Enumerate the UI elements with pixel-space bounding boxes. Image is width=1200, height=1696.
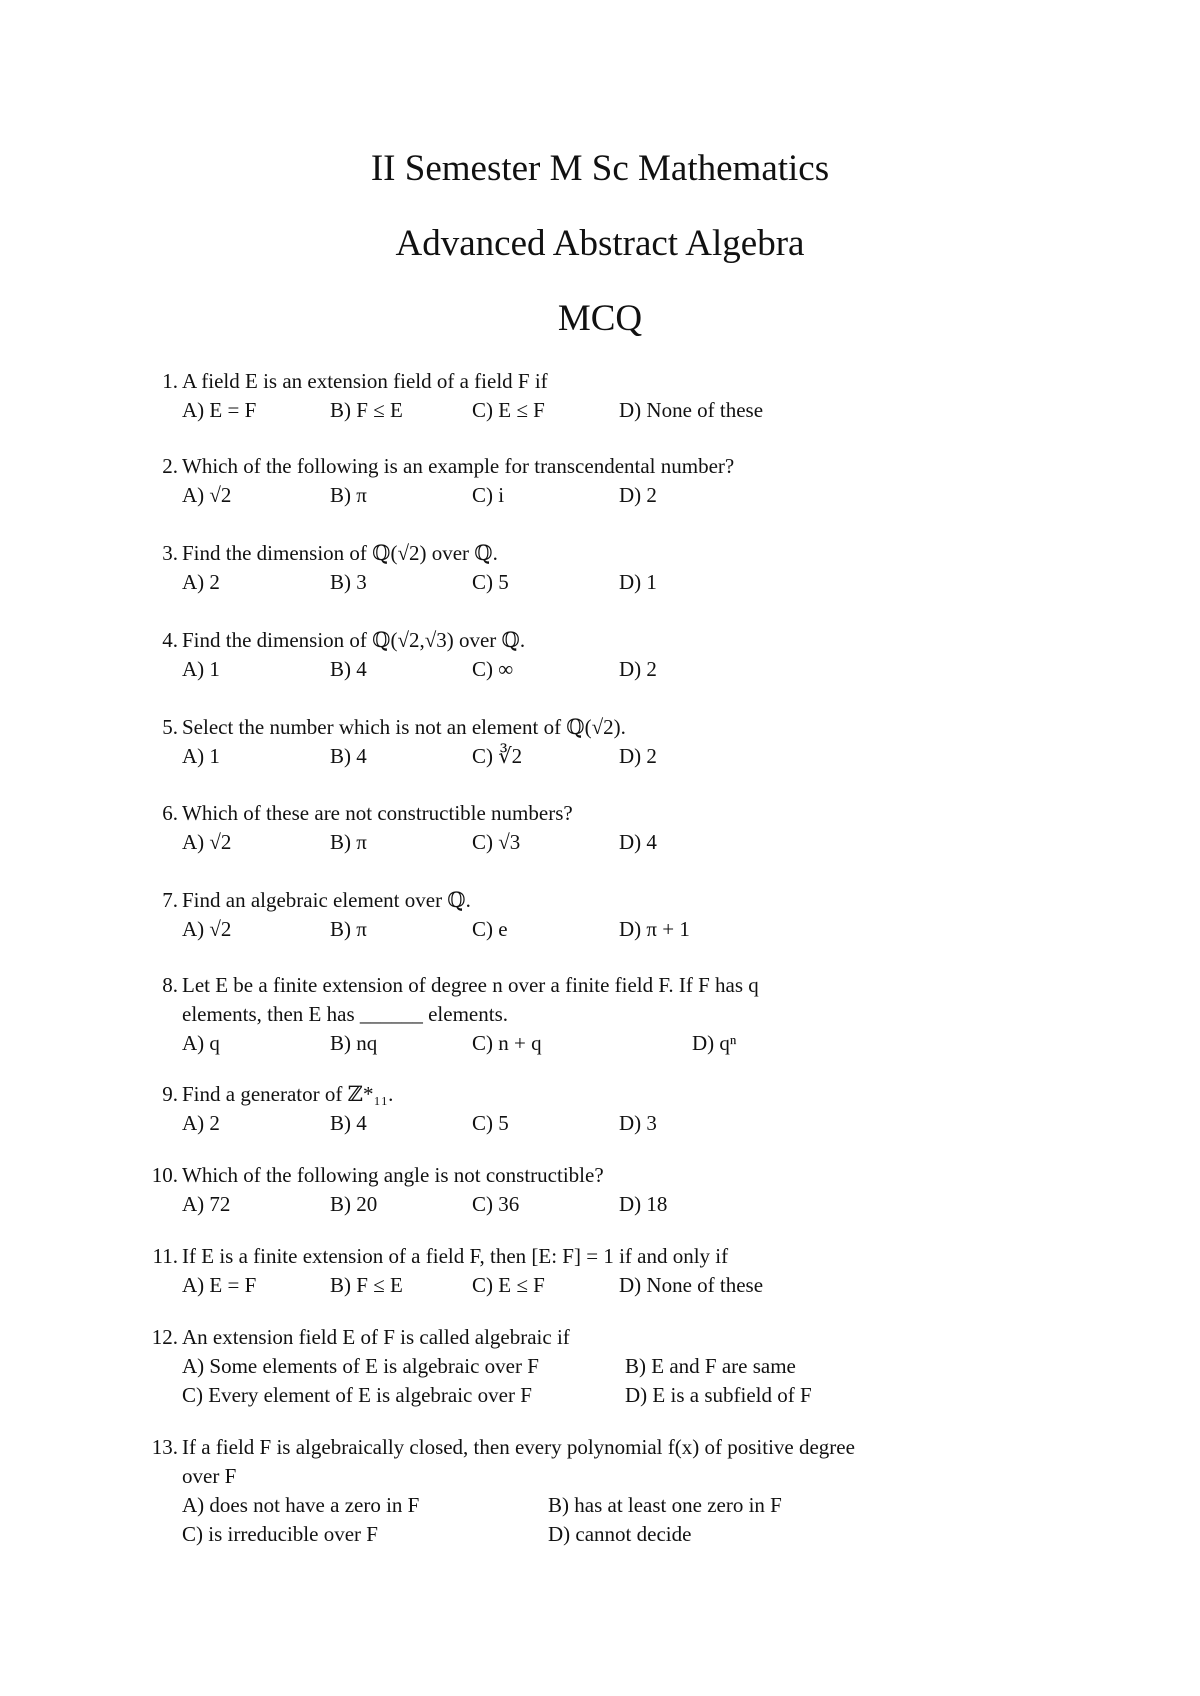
question-text: If E is a finite extension of a field F, then [E: F] = 1 if and only if: [182, 1244, 729, 1268]
option-b: B) π: [330, 483, 367, 507]
option-d: D) 18: [619, 1192, 668, 1216]
question-number: 8.: [162, 973, 178, 997]
option-c: C) ∞: [472, 657, 514, 681]
subject-title: Advanced Abstract Algebra: [395, 223, 805, 264]
question-text: Find a generator of ℤ*₁₁.: [182, 1082, 394, 1106]
question-text: If a field F is algebraically closed, then every polynomial f(x) of positive degree: [182, 1435, 855, 1459]
option-c: C) E ≤ F: [472, 1273, 545, 1297]
question-13: [151, 1433, 1062, 1549]
question-number: 1.: [162, 369, 178, 393]
option-c: C) Every element of E is algebraic over F: [182, 1383, 532, 1407]
question-number: 12.: [151, 1325, 178, 1349]
question-12: [151, 1323, 1062, 1410]
question-number: 9.: [162, 1082, 178, 1106]
question-6: [162, 799, 1062, 857]
option-a: A) √2: [182, 830, 232, 854]
course-title: II Semester M Sc Mathematics: [370, 148, 830, 189]
option-a: A) 1: [182, 744, 220, 768]
question-text: An extension field E of F is called algebraic if: [182, 1325, 570, 1349]
question-text: Which of the following angle is not constructible?: [182, 1163, 604, 1187]
option-a: A) 1: [182, 657, 220, 681]
option-a: A) q: [182, 1031, 220, 1055]
option-a: A) 72: [182, 1192, 231, 1216]
question-3: [162, 539, 1062, 597]
question-text: Find the dimension of ℚ(√2,√3) over ℚ.: [182, 628, 526, 652]
question-1: [162, 367, 1062, 425]
option-c: C) E ≤ F: [472, 398, 545, 422]
option-b: B) 20: [330, 1192, 378, 1216]
option-d: D) π + 1: [619, 917, 690, 941]
question-number: 7.: [162, 888, 178, 912]
option-d: D) 4: [619, 830, 657, 854]
option-d: D) qⁿ: [692, 1031, 737, 1055]
option-b: B) nq: [330, 1031, 378, 1055]
option-c: C) √3: [472, 830, 521, 854]
option-d: D) None of these: [619, 1273, 764, 1297]
option-c: C) is irreducible over F: [182, 1522, 378, 1546]
question-number: 2.: [162, 454, 178, 478]
question-text: A field E is an extension field of a field F if: [182, 369, 548, 393]
option-c: C) i: [472, 483, 505, 507]
option-b: B) 4: [330, 1111, 367, 1135]
option-b: B) 4: [330, 657, 367, 681]
option-c: C) ∛2: [472, 744, 523, 768]
question-number: 4.: [162, 628, 178, 652]
option-b: B) 4: [330, 744, 367, 768]
option-d: D) 2: [619, 657, 657, 681]
question-text-continued: over F: [182, 1464, 237, 1488]
option-d: D) 2: [619, 483, 657, 507]
option-a: A) √2: [182, 917, 232, 941]
option-d: D) 3: [619, 1111, 657, 1135]
option-b: B) 3: [330, 570, 367, 594]
option-a: A) 2: [182, 1111, 220, 1135]
question-number: 3.: [162, 541, 178, 565]
question-number: 10.: [151, 1163, 178, 1187]
question-number: 13.: [151, 1435, 178, 1459]
question-9: [162, 1080, 1062, 1138]
question-text-continued: elements, then E has ______ elements.: [182, 1002, 509, 1026]
option-a: A) E = F: [182, 1273, 257, 1297]
option-a: A) 2: [182, 570, 220, 594]
question-11: [152, 1242, 1062, 1300]
option-a: A) E = F: [182, 398, 257, 422]
question-5: [162, 713, 1062, 771]
question-text: Select the number which is not an element of ℚ(√2).: [182, 715, 626, 739]
option-b: B) has at least one zero in F: [548, 1493, 782, 1517]
option-c: C) 36: [472, 1192, 520, 1216]
option-a: A) does not have a zero in F: [182, 1493, 420, 1517]
question-4: [162, 626, 1062, 684]
question-2: [162, 452, 1062, 510]
question-number: 6.: [162, 801, 178, 825]
question-text: Which of these are not constructible numbers?: [182, 801, 573, 825]
option-c: C) n + q: [472, 1031, 542, 1055]
option-c: C) 5: [472, 570, 509, 594]
question-number: 5.: [162, 715, 178, 739]
option-d: D) E is a subfield of F: [625, 1383, 812, 1407]
question-number: 11.: [152, 1244, 178, 1268]
question-7: [162, 886, 1062, 944]
question-text: Find the dimension of ℚ(√2) over ℚ.: [182, 541, 498, 565]
question-text: Let E be a finite extension of degree n over a finite field F. If F has q: [182, 973, 759, 997]
option-b: B) F ≤ E: [330, 398, 403, 422]
option-d: D) cannot decide: [548, 1522, 692, 1546]
option-d: D) 1: [619, 570, 657, 594]
question-text: Find an algebraic element over ℚ.: [182, 888, 471, 912]
option-d: D) None of these: [619, 398, 764, 422]
option-a: A) √2: [182, 483, 232, 507]
question-text: Which of the following is an example for transcendental number?: [182, 454, 735, 478]
section-title: MCQ: [557, 298, 643, 339]
option-b: B) π: [330, 917, 367, 941]
question-8: [162, 971, 1062, 1058]
option-c: C) 5: [472, 1111, 509, 1135]
option-a: A) Some elements of E is algebraic over F: [182, 1354, 539, 1378]
option-b: B) π: [330, 830, 367, 854]
option-b: B) F ≤ E: [330, 1273, 403, 1297]
option-c: C) e: [472, 917, 508, 941]
option-d: D) 2: [619, 744, 657, 768]
question-10: [151, 1161, 1062, 1219]
option-b: B) E and F are same: [625, 1354, 796, 1378]
